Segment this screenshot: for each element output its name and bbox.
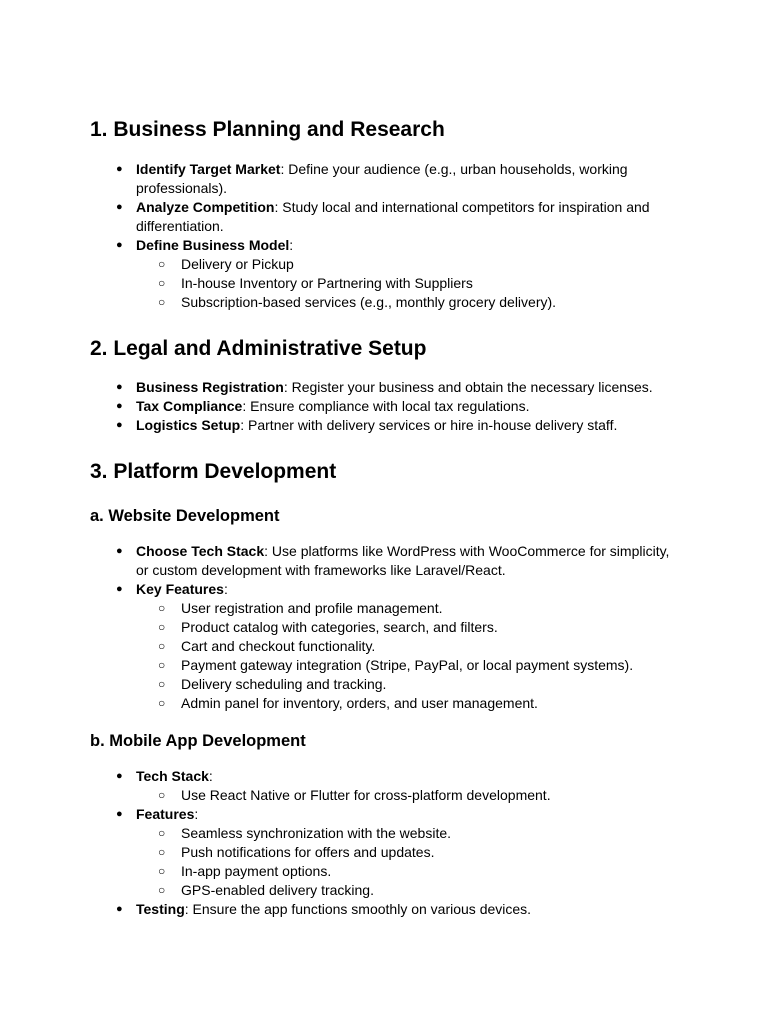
list-item-text: : Register your business and obtain the necessary licenses. — [283, 379, 653, 395]
list-item-text: : — [223, 581, 228, 597]
sub-list-item-text: Payment gateway integration (Stripe, PayPal, or local payment systems). — [181, 657, 634, 673]
list-item-text: : Define your audience (e.g., urban households, working professionals). — [136, 161, 628, 196]
bullet-icon: ● — [116, 381, 123, 393]
hollow-bullet-icon: ○ — [158, 601, 166, 615]
list-item-text: : Ensure the app functions smoothly on various devices. — [184, 901, 532, 917]
bullet-icon: ● — [116, 419, 123, 431]
list-item — [110, 542, 680, 580]
section-heading-legal-setup: 2. Legal and Administrative Setup — [90, 337, 427, 360]
list-item-text: : Partner with delivery services or hire in-house delivery staff. — [240, 417, 618, 433]
list-item-term: Features — [136, 806, 195, 822]
sub-list-item — [136, 599, 680, 618]
sub-list-item-text: In-app payment options. — [181, 863, 332, 879]
bullet-icon: ● — [116, 545, 123, 557]
list-item — [110, 236, 680, 312]
list-item — [110, 805, 680, 900]
sub-list-item — [136, 274, 680, 293]
bullet-icon: ● — [116, 583, 123, 595]
list-item-term: Choose Tech Stack — [136, 543, 265, 559]
list-item-term: Analyze Competition — [136, 199, 275, 215]
hollow-bullet-icon: ○ — [158, 883, 166, 897]
hollow-bullet-icon: ○ — [158, 788, 166, 802]
sub-list-item-text: Delivery scheduling and tracking. — [181, 676, 387, 692]
bullet-icon: ● — [116, 770, 123, 782]
tech-stack-sublist — [136, 786, 680, 805]
sub-list-item — [136, 656, 680, 675]
bullet-icon: ● — [116, 239, 123, 251]
bullet-icon: ● — [116, 808, 123, 820]
section-heading-platform-development: 3. Platform Development — [90, 460, 337, 483]
sub-list-item-text: Seamless synchronization with the website. — [181, 825, 452, 841]
hollow-bullet-icon: ○ — [158, 864, 166, 878]
sub-list-item-text: Product catalog with categories, search, and filters. — [181, 619, 498, 635]
bullet-icon: ● — [116, 163, 123, 175]
list-item-text: : — [194, 806, 199, 822]
list-item — [110, 378, 680, 397]
hollow-bullet-icon: ○ — [158, 620, 166, 634]
bullet-icon: ● — [116, 400, 123, 412]
list-item — [110, 900, 680, 919]
sub-list-item — [136, 824, 680, 843]
list-item — [110, 160, 680, 198]
sub-list-item — [136, 862, 680, 881]
list-item-term: Business Registration — [136, 379, 284, 395]
business-planning-list — [110, 160, 680, 312]
list-item-term: Testing — [136, 901, 185, 917]
sub-list-item-text: Admin panel for inventory, orders, and user management. — [181, 695, 538, 711]
sub-list-item-text: In-house Inventory or Partnering with Suppliers — [181, 275, 473, 291]
mobile-app-development-list — [110, 767, 680, 919]
list-item — [110, 397, 680, 416]
sub-list-item — [136, 293, 680, 312]
bullet-icon: ● — [116, 201, 123, 213]
list-item-text: : — [289, 237, 294, 253]
sub-list-item — [136, 786, 680, 805]
key-features-sublist — [136, 599, 680, 713]
list-item-term: Identify Target Market — [136, 161, 281, 177]
sub-list-item — [136, 637, 680, 656]
hollow-bullet-icon: ○ — [158, 826, 166, 840]
hollow-bullet-icon: ○ — [158, 845, 166, 859]
sub-list-item-text: Subscription-based services (e.g., monthly grocery delivery). — [181, 294, 557, 310]
list-item-term: Define Business Model — [136, 237, 290, 253]
list-item-text: : — [208, 768, 213, 784]
sub-list-item — [136, 694, 680, 713]
website-development-list — [110, 542, 680, 713]
list-item-text: : Study local and international competitors for inspiration and differentiation. — [136, 199, 650, 234]
sub-list-item-text: User registration and profile management. — [181, 600, 443, 616]
list-item — [110, 198, 680, 236]
hollow-bullet-icon: ○ — [158, 696, 166, 710]
hollow-bullet-icon: ○ — [158, 658, 166, 672]
sub-list-item — [136, 618, 680, 637]
list-item-term: Tech Stack — [136, 768, 209, 784]
list-item — [110, 416, 680, 435]
list-item — [110, 580, 680, 713]
section-heading-business-planning: 1. Business Planning and Research — [90, 118, 445, 141]
hollow-bullet-icon: ○ — [158, 276, 166, 290]
list-item-term: Tax Compliance — [136, 398, 243, 414]
hollow-bullet-icon: ○ — [158, 639, 166, 653]
sub-list-item — [136, 675, 680, 694]
sub-list-item-text: Use React Native or Flutter for cross-platform development. — [181, 787, 551, 803]
hollow-bullet-icon: ○ — [158, 677, 166, 691]
bullet-icon: ● — [116, 903, 123, 915]
subsection-heading-website-development: a. Website Development — [90, 507, 280, 525]
list-item-text: : Use platforms like WordPress with WooCommerce for simplicity, or custom development with frameworks like Laravel/React. — [136, 543, 670, 578]
subsection-heading-mobile-app-development: b. Mobile App Development — [90, 732, 306, 750]
features-sublist — [136, 824, 680, 900]
list-item-text: : Ensure compliance with local tax regulations. — [242, 398, 530, 414]
sub-list-item — [136, 881, 680, 900]
sub-list-item — [136, 843, 680, 862]
sub-list-item — [136, 255, 680, 274]
legal-setup-list — [110, 378, 680, 435]
sub-list-item-text: Push notifications for offers and updates. — [181, 844, 435, 860]
business-model-sublist — [136, 255, 680, 312]
list-item — [110, 767, 680, 805]
sub-list-item-text: Cart and checkout functionality. — [181, 638, 376, 654]
hollow-bullet-icon: ○ — [158, 257, 166, 271]
list-item-term: Logistics Setup — [136, 417, 241, 433]
sub-list-item-text: GPS-enabled delivery tracking. — [181, 882, 374, 898]
sub-list-item-text: Delivery or Pickup — [181, 256, 294, 272]
hollow-bullet-icon: ○ — [158, 295, 166, 309]
list-item-term: Key Features — [136, 581, 224, 597]
